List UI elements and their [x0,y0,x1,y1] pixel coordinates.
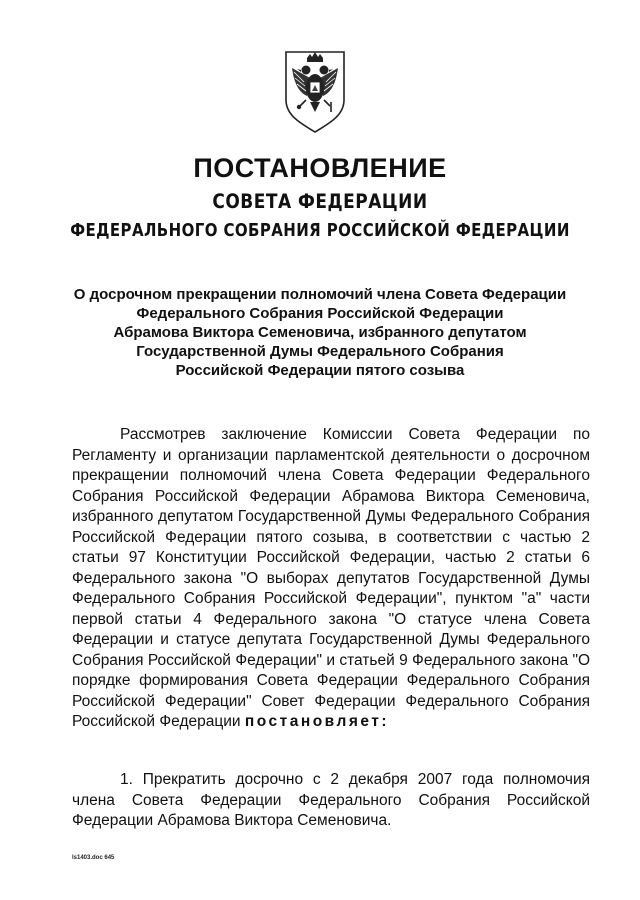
document-code: ls1403.doc 645 [72,855,115,861]
issuer-line-1: СОВЕТА ФЕДЕРАЦИИ [212,190,428,214]
document-subject [50,285,590,380]
issuer-line-2: ФЕДЕРАЛЬНОГО СОБРАНИЯ РОССИЙСКОЙ ФЕДЕРАЦИИ [70,219,570,241]
decree-word: постановляет: [244,713,390,730]
subject-line: Абрамова Виктора Семеновича, избранного депутатом [113,324,527,341]
subject-line: Федерального Собрания Российской Федерации [136,305,504,322]
subject-line: Государственной Думы Федерального Собрания [136,343,504,360]
subject-line: О досрочном прекращении полномочий члена Совета Федерации [73,286,567,303]
preamble-paragraph [72,425,590,733]
resolution-items [72,770,590,832]
subject-line: Российской Федерации пятого созыва [175,362,465,379]
document-title: ПОСТАНОВЛЕНИЕ [193,153,447,183]
resolution-item: 1. Прекратить досрочно с 2 декабря 2007 года полномочия члена Совета Федерации Федерального Собрания Российской Федерации Абрамова Виктора Семеновича. [72,771,590,829]
preamble-text: Рассмотрев заключение Комиссии Совета Федерации по Регламенту и организации парламентской деятельности о досрочном прекращении полномочий члена Совета Федерации Федерального Собрания Российской Федерации Абрамова Виктора Семеновича, избранного депутатом Государственной Думы Федерального Собрания Российской Федерации пятого созыва, в соответствии с частью 2 статьи 97 Конституции Российской Федерации, частью 2 статьи 6 Федерального закона "О выборах депутатов Государственной Думы Федерального Собрания Российской Федерации", пунктом "а" части первой статьи 4 Федерального закона "О статусе члена Совета Федерации и статусе депутата Государственной Думы Федерального Собрания Российской Федерации" и статьей 9 Федерального закона "О порядке формирования Совета Федерации Федерального Собрания Российской Федерации" Совет Федерации Федерального Собрания Российской Федерации [72,426,590,730]
russian-coat-of-arms-icon [280,48,350,134]
preamble [72,425,590,733]
